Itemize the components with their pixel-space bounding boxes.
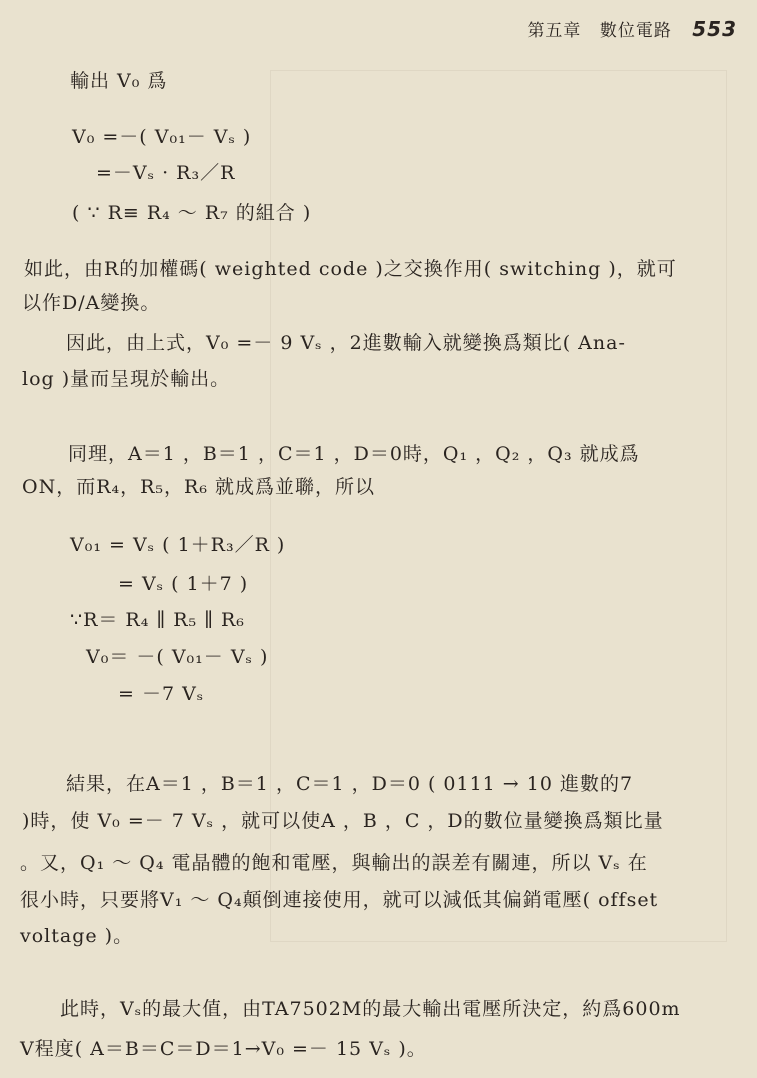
paragraph-5-line-1: 此時，Vₛ的最大值，由TA7502M的最大輸出電壓所決定，約爲600m [60,998,681,1020]
equation-line-2: =－Vₛ · R₃／R [96,162,236,184]
equation-line-6: ∵R＝ R₄ ∥ R₅ ∥ R₆ [70,609,245,631]
equation-line-1: V₀ =－( V₀₁－ Vₛ ) [72,126,252,148]
page-number: 553 [692,17,737,41]
paragraph-5-line-2: V程度( A＝B＝C＝D＝1→V₀ =－ 15 Vₛ )。 [20,1038,427,1060]
paragraph-1-line-2: 以作D/A變換。 [22,292,161,314]
paragraph-4-line-2: )時，使 V₀ =－ 7 Vₛ ，就可以使A ，B ，C ，D的數位量變換爲類比量 [22,810,664,832]
equation-line-4: V₀₁ = Vₛ ( 1＋R₃／R ) [70,534,286,556]
chapter-label: 第五章 [527,21,582,41]
paragraph-4-line-1: 結果，在A＝1 ，B＝1 ，C＝1 ，D＝0 ( 0111 → 10 進數的7 [66,773,634,795]
text-line-output-intro: 輸出 V₀ 爲 [70,70,168,92]
section-title: 數位電路 [599,21,672,41]
paragraph-2-line-2: log )量而呈現於輸出。 [22,368,231,390]
paragraph-4-line-4: 很小時，只要將V₁ ～ Q₄顛倒連接使用，就可以減低其偏銷電壓( offset [20,889,659,911]
equation-line-5: = Vₛ ( 1＋7 ) [118,573,249,595]
running-header [527,16,737,41]
paragraph-3-line-2: ON，而R₄，R₅，R₆ 就成爲並聯，所以 [22,476,376,498]
paragraph-2-line-1: 因此，由上式，V₀ =－ 9 Vₛ ，2進數輸入就變換爲類比( Ana- [66,332,626,354]
paragraph-4-line-3: 。又，Q₁ ～ Q₄ 電晶體的飽和電壓，與輸出的誤差有關連，所以 Vₛ 在 [20,852,648,874]
paragraph-3-line-1: 同理，A＝1 ，B＝1 ，C＝1 ，D＝0時，Q₁ ，Q₂ ，Q₃ 就成爲 [68,443,640,465]
equation-line-3: ( ∵ R≡ R₄ ～ R₇ 的組合 ) [72,202,312,224]
equation-line-8: = －7 Vₛ [118,683,205,705]
paragraph-4-line-5: voltage )。 [20,925,134,947]
equation-line-7: V₀＝ －( V₀₁－ Vₛ ) [86,646,269,668]
paragraph-1-line-1: 如此，由R的加權碼( weighted code )之交換作用( switching )，就可 [24,258,677,280]
